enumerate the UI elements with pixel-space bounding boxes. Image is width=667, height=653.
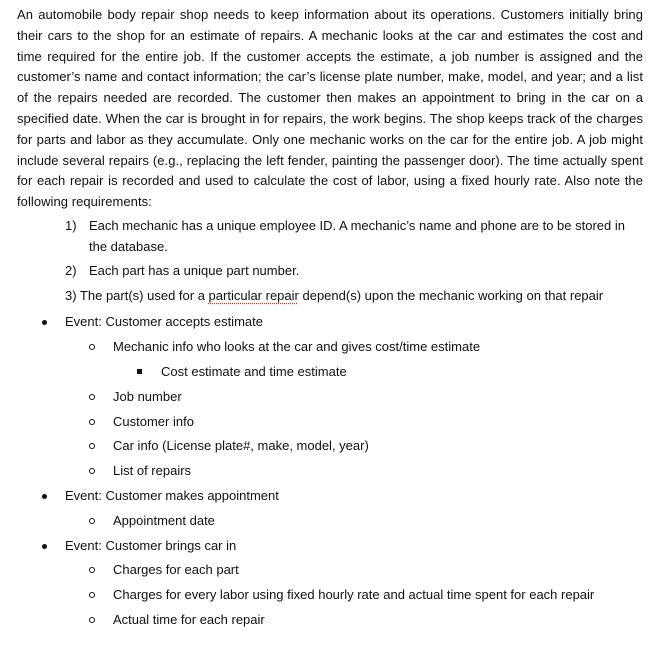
event-label: Event: Customer accepts estimate [65,314,263,330]
subitem-text: Charges for every labor using fixed hourly rate and actual time spent for each repair [113,587,595,603]
subitem-text: Customer info [113,413,194,429]
event-subitem [17,385,643,410]
event-subsubitem [17,360,643,385]
subsubitem-text: Cost estimate and time estimate [161,363,347,379]
event-label: Event: Customer makes appointment [65,487,279,503]
bullet-square-icon [132,360,146,385]
bullet-circle-icon [85,459,99,484]
bullet-circle-icon [85,583,99,608]
bullet-disc-icon [37,534,51,559]
subitem-text: Charges for each part [113,562,239,578]
spellcheck-underlined-text: particular repair [208,287,299,303]
subitem-text: Mechanic info who looks at the car and gives cost/time estimate [113,339,481,355]
requirement-number: 2) [65,263,77,279]
subitem-text: List of repairs [113,463,192,479]
event-subitem [17,335,643,360]
event-item [17,534,643,559]
requirement-2 [17,261,643,282]
intro-paragraph: An automobile body repair shop needs to keep information about its operations. Customers initially bring their cars to the shop for an estimate of repairs. A mechanic looks at the car and estimates the cost and time required for the entire job. If the customer accepts the estimate, a job number is assigned and the customer’s name and contact information; the car’s license plate number, make, model, and year; and a list of the repairs needed are recorded. The customer then makes an appointment to bring in the car on a specified date. When the car is brought in for repairs, the work begins. The shop keeps track of the charges for parts and labor as they accumulate. Only one mechanic works on the car for the entire job. A job might include several repairs (e.g., replacing the left fender, painting the passenger door). The time actually spent for each repair is recorded and used to calculate the cost of labor, using a fixed hourly rate. Also note the following requirements: [17,7,643,210]
bullet-circle-icon [85,410,99,435]
requirement-1 [17,216,643,257]
bullet-circle-icon [85,385,99,410]
requirement-text: depend(s) upon the mechanic working on that repair [298,287,604,303]
events-outline [17,310,643,632]
event-item [17,484,643,509]
event-subitem [17,509,643,534]
event-subitem [17,583,643,608]
event-subitem [17,558,643,583]
event-label: Event: Customer brings car in [65,537,237,553]
bullet-circle-icon [85,335,99,360]
requirement-3 [17,286,643,307]
subitem-text: Appointment date [113,512,215,528]
subitem-text: Car info (License plate#, make, model, year) [113,438,369,454]
event-subitem [17,608,643,633]
requirement-text: Each mechanic has a unique employee ID. A mechanic’s name and phone are to be stored in the database. [89,217,625,254]
event-subitem [17,410,643,435]
bullet-circle-icon [85,608,99,633]
event-item [17,310,643,335]
bullet-disc-icon [37,310,51,335]
requirements-list [17,216,643,306]
subitem-text: Job number [113,388,182,404]
event-subitem [17,459,643,484]
subitem-text: Actual time for each repair [113,611,265,627]
bullet-disc-icon [37,484,51,509]
requirement-text: Each part has a unique part number. [89,263,300,279]
bullet-circle-icon [85,434,99,459]
bullet-circle-icon [85,509,99,534]
requirement-text: 3) The part(s) used for a [65,287,209,303]
bullet-circle-icon [85,558,99,583]
event-subitem [17,434,643,459]
requirement-number: 1) [65,217,77,233]
